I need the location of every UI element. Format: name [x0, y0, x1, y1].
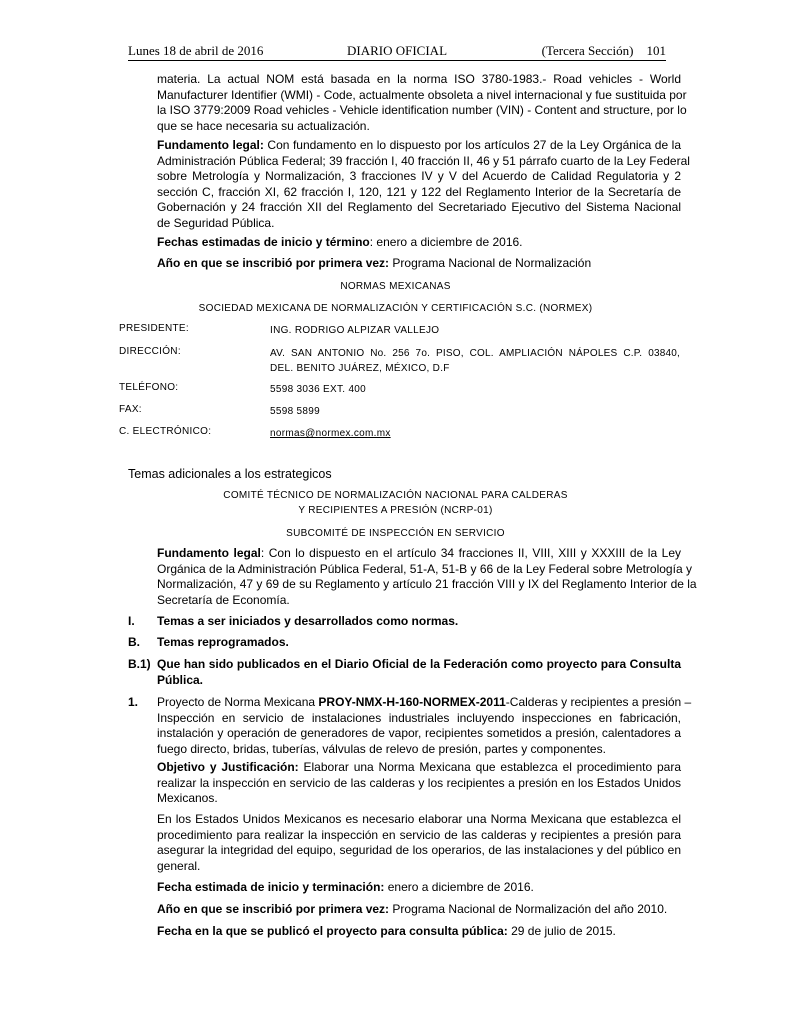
text-line: fuego directo, bridas, tuberías, válvulas de relevo de presión, partes y componentes. [157, 741, 606, 756]
item-number-1: 1. [128, 695, 139, 709]
label-fundamento-legal: Fundamento legal [157, 546, 261, 560]
fax-value: 5598 5899 [270, 406, 320, 417]
text-line: sección C, fracción XI, 62 fracción I, 120, 121 y 122 del Reglamento Interior de la Secretaría de [157, 184, 681, 199]
correo-label: C. ELECTRÓNICO: [119, 426, 212, 437]
label-fecha-publicacion: Fecha en la que se publicó el proyecto para consulta pública: [157, 924, 508, 938]
text-line: Mexicanos. [157, 791, 218, 806]
text-line: que se hace necesaria su actualización. [157, 118, 370, 133]
paragraph-objetivo [157, 760, 681, 807]
address-line-2: DEL. BENITO JUÁREZ, MÉXICO, D.F [270, 363, 450, 374]
text-line: Inspección en servicio de instalaciones industriales incluyendo inspecciones en fabricación, [157, 710, 681, 725]
text-fragment: Proyecto de Norma Mexicana [157, 695, 319, 709]
telefono-label: TELÉFONO: [119, 382, 179, 393]
subcomite-heading: SUBCOMITÉ DE INSPECCIÓN EN SERVICIO [286, 528, 505, 539]
item-text-i: Temas a ser iniciados y desarrollados como normas. [157, 614, 459, 628]
text-line: la ISO 3779:2009 Road vehicles - Vehicle identification number (VIN) - Content and structure, por lo [157, 103, 687, 118]
text-line: sobre Metrología y Normalización, 3 fracciones IV y V del Acuerdo de Calidad Regulatoria y 2 [157, 169, 681, 184]
correo-link[interactable]: normas@normex.com.mx [270, 428, 391, 439]
text-line: instalación y operación de generadores de vapor, recipientes sometidos a presión, calentadores a [157, 726, 681, 741]
text-line [157, 695, 692, 711]
text-line: En los Estados Unidos Mexicanos es necesario elaborar una Norma Mexicana que establezca el [157, 812, 681, 826]
text-fragment: -Calderas y recipientes a presión – [505, 695, 692, 709]
normas-mexicanas-heading: NORMAS MEXICANAS [340, 281, 451, 292]
text-line [157, 902, 681, 918]
text-line: materia. La actual NOM está basada en la norma ISO 3780-1983.- Road vehicles - World [157, 72, 681, 86]
label-ano-inscripcion: Año en que se inscribió por primera vez: [157, 902, 390, 916]
label-ano-inscripcion: Año en que se inscribió por primera vez: [157, 256, 390, 270]
text-fragment: Programa Nacional de Normalización [389, 256, 592, 270]
paragraph-ano-inscripcion-2 [157, 902, 681, 918]
comite-heading-line-2: Y RECIPIENTES A PRESIÓN (NCRP-01) [298, 505, 493, 516]
text-line [157, 546, 681, 562]
paragraph-ano-inscripcion [157, 256, 681, 272]
item-number-b: B. [128, 635, 140, 649]
direccion-value [270, 346, 680, 376]
paragraph-justificacion [157, 812, 681, 874]
paragraph-fundamento-legal-2 [157, 546, 697, 608]
direccion-label: DIRECCIÓN: [119, 346, 181, 357]
text-line: Que han sido publicados en el Diario Oficial de la Federación como proyecto para Consulta [157, 657, 681, 671]
page-header [128, 42, 666, 61]
text-line: Manufacturer Identifier (WMI) - Code, actualmente obsoleta a nivel internacional y fue sustituida por [157, 87, 687, 102]
text-line: Orgánica de la Administración Pública Federal, 51-A, 51-B y 66 de la Ley Federal sobre Metrología y [157, 561, 692, 576]
text-line [157, 880, 681, 896]
label-objetivo: Objetivo y Justificación: [157, 760, 299, 774]
temas-adicionales-heading: Temas adicionales a los estrategicos [128, 467, 332, 481]
text-line: Pública. [157, 672, 204, 687]
text-fragment: Elaborar una Norma Mexicana que establezca el procedimiento para [298, 760, 681, 774]
presidente-label: PRESIDENTE: [119, 323, 189, 334]
text-fragment: Con fundamento en lo dispuesto por los artículos 27 de la Ley Orgánica de la [263, 138, 682, 152]
text-line [157, 138, 681, 154]
label-fecha-estimada: Fecha estimada de inicio y terminación: [157, 880, 385, 894]
presidente-value: ING. RODRIGO ALPIZAR VALLEJO [270, 325, 440, 336]
paragraph-iso-context [157, 72, 687, 134]
text-line: procedimiento para realizar la inspección en servicio de las calderas y recipientes a presión para [157, 827, 681, 842]
address-line-1: AV. SAN ANTONIO No. 256 7o. PISO, COL. AMPLIACIÓN NÁPOLES C.P. 03840, [270, 348, 680, 359]
text-line: Normalización, 47 y 69 de su Reglamento y artículo 21 fracción VIII y IX del Reglamento Interior de la [157, 577, 697, 592]
text-line [157, 235, 681, 251]
text-fragment: : enero a diciembre de 2016. [369, 235, 523, 249]
text-line: de Seguridad Pública. [157, 215, 275, 230]
header-section: (Tercera Sección) [541, 43, 634, 58]
text-fragment: 29 de julio de 2015. [507, 924, 616, 938]
text-fragment: Programa Nacional de Normalización del año 2010. [389, 902, 668, 916]
item-number-i: I. [128, 614, 135, 628]
text-line: Administración Pública Federal; 39 fracción I, 40 fracción II, 46 y 51 párrafo cuarto de la Ley Federal [157, 153, 690, 168]
fax-label: FAX: [119, 404, 142, 415]
item-number-b1: B.1) [128, 657, 151, 671]
header-section-page [542, 43, 666, 59]
label-fundamento-legal: Fundamento legal: [157, 138, 264, 152]
text-line: realizar la inspección en servicio de las calderas y los recipientes a presión en los Estados Unidos [157, 775, 681, 790]
text-fragment: : Con lo dispuesto en el artículo 34 fracciones II, VIII, XIII y XXXIII de la Ley [260, 546, 682, 560]
paragraph-fecha-publicacion [157, 924, 681, 940]
text-line: Gobernación y 24 fracción XII del Reglamento del Secretariado Ejecutivo del Sistema Nacional [157, 200, 681, 215]
telefono-value: 5598 3036 EXT. 400 [270, 384, 367, 395]
header-title: DIARIO OFICIAL [346, 43, 448, 58]
text-line [157, 924, 681, 940]
comite-heading-line-1: COMITÉ TÉCNICO DE NORMALIZACIÓN NACIONAL PARA CALDERAS [223, 490, 568, 501]
item-text-1 [157, 695, 692, 757]
text-line: Secretaría de Economía. [157, 592, 290, 607]
paragraph-fechas-estimadas [157, 235, 681, 251]
text-line: asegurar la integridad del equipo, seguridad de los operarios, de las instalaciones y del público en [157, 843, 681, 858]
header-date: Lunes 18 de abril de 2016 [128, 43, 264, 58]
text-line [157, 256, 681, 272]
paragraph-fundamento-legal-1 [157, 138, 690, 232]
organization-heading: SOCIEDAD MEXICANA DE NORMALIZACIÓN Y CERTIFICACIÓN S.C. (NORMEX) [198, 303, 593, 314]
project-code: PROY-NMX-H-160-NORMEX-2011 [318, 695, 506, 709]
paragraph-fecha-estimada [157, 880, 681, 896]
header-page-number: 101 [646, 43, 666, 58]
item-text-b1 [157, 657, 681, 688]
text-line: general. [157, 858, 201, 873]
text-line [157, 760, 681, 776]
item-text-b: Temas reprogramados. [157, 635, 289, 649]
text-fragment: enero a diciembre de 2016. [384, 880, 534, 894]
label-fechas-estimadas: Fechas estimadas de inicio y término [157, 235, 370, 249]
